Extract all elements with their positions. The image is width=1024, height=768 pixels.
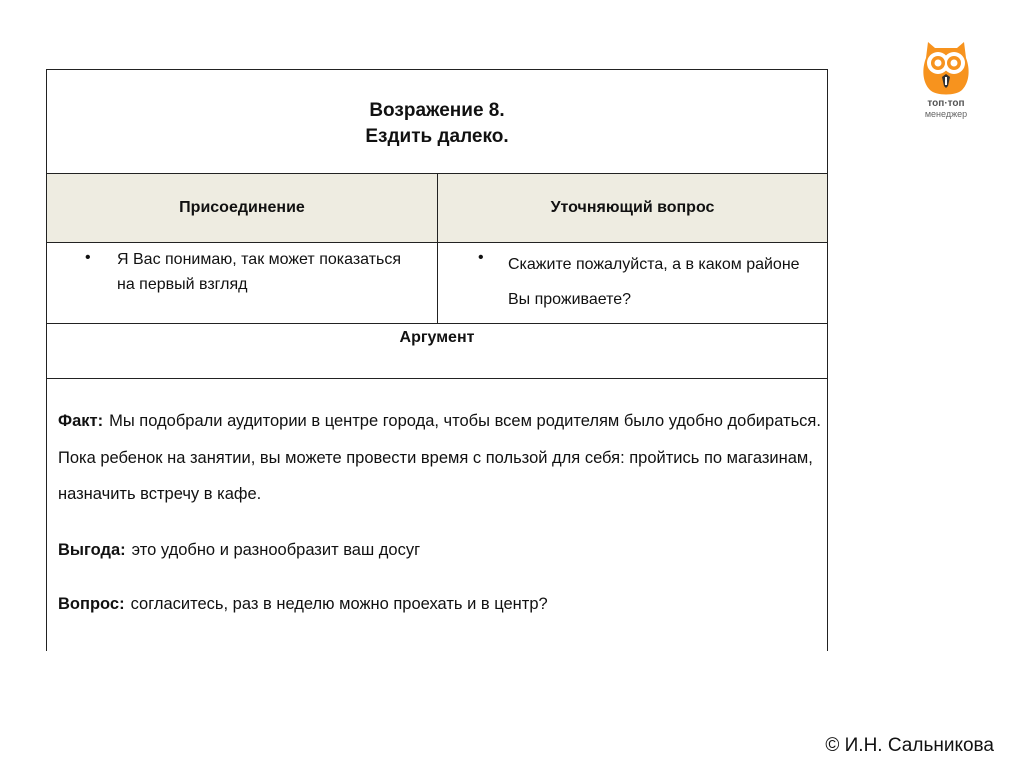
logo-name: топ·топ: [927, 98, 965, 109]
objection-document: [46, 69, 828, 651]
logo-subtitle: менеджер: [924, 109, 968, 119]
company-logo: [901, 36, 991, 128]
fact-text: Мы подобрали аудитории в центре города, чтобы всем родителям было удобно добираться. Пока ребенок на занятии, вы можете провести время с пользой для себя: пройтись по магазинам, назначить встречу в кафе.: [58, 412, 821, 503]
argument-header: Аргумент: [47, 324, 827, 379]
fact-paragraph: [58, 403, 827, 513]
title-line-2: Ездить далеко.: [365, 125, 509, 147]
title-line-1: Возражение 8.: [369, 99, 505, 121]
document-title: [47, 70, 827, 174]
bullet-icon: •: [478, 249, 484, 266]
benefit-text: это удобно и разнообразит ваш досуг: [131, 540, 421, 559]
fact-label: Факт:: [58, 412, 104, 430]
benefit-paragraph: [58, 532, 827, 569]
clarifying-question-header: Уточняющий вопрос: [438, 174, 827, 243]
joining-header: Присоединение: [47, 174, 437, 243]
bullet-icon: •: [85, 249, 91, 266]
benefit-label: Выгода:: [58, 540, 126, 559]
clarifying-question-cell: [438, 243, 827, 324]
joining-cell: [47, 243, 437, 324]
argument-body: [47, 379, 827, 623]
question-text: согласитесь, раз в неделю можно проехать и в центр?: [130, 595, 548, 613]
question-paragraph: [58, 586, 827, 623]
response-columns: [47, 174, 827, 324]
clarifying-question-text: Скажите пожалуйста, а в каком районе Вы проживаете?: [508, 256, 800, 308]
joining-column: [47, 174, 438, 324]
copyright-notice: © И.Н. Сальникова: [825, 735, 994, 756]
owl-logo-icon: [918, 36, 974, 98]
clarifying-question-column: [438, 174, 827, 324]
question-label: Вопрос:: [58, 595, 125, 613]
joining-text: Я Вас понимаю, так может показаться на первый взгляд: [117, 251, 402, 293]
